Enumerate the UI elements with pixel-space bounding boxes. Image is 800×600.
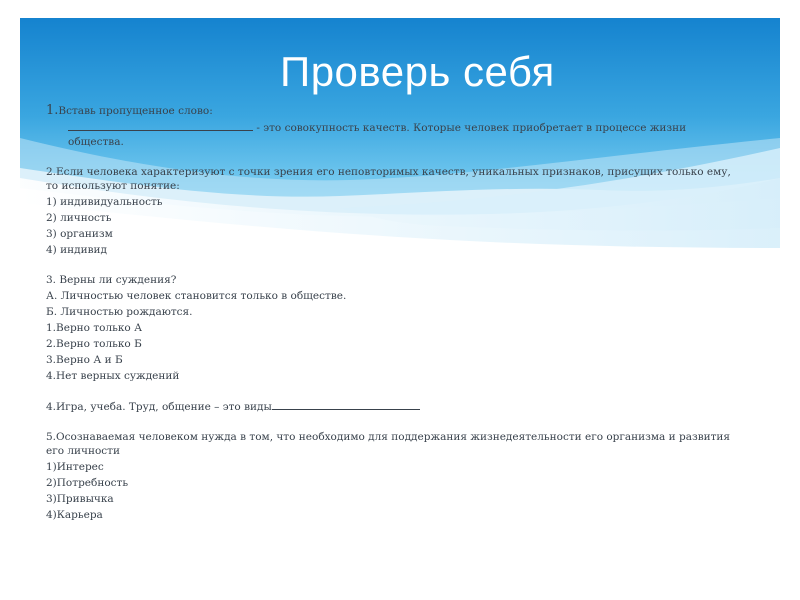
question-4 (46, 399, 746, 414)
question-5-prompt: 5.Осознаваемая человеком нужда в том, что необходимо для поддержания жизнедеятельности его организма и развития его личности (46, 431, 731, 457)
question-4-prompt: 4.Игра, учеба. Труд, общение – это виды (46, 401, 272, 413)
question-5-option: 2)Потребность (46, 477, 129, 489)
question-1 (46, 104, 746, 149)
question-2-option: 2) личность (46, 212, 112, 224)
question-2-option: 4) индивид (46, 244, 107, 256)
question-1-prompt: Вставь пропущенное слово: (58, 105, 213, 117)
question-2-prompt: 2.Если человека характеризуют с точки зрения его неповторимых качеств, уникальных признаков, присущих только ему, то используют понятие: (46, 166, 731, 192)
question-5 (46, 430, 746, 522)
question-1-end: общества. (68, 136, 124, 148)
question-1-rest: - это совокупность качеств. Которые человек приобретает в процессе жизни (253, 122, 687, 134)
question-2-option: 1) индивидуальность (46, 196, 163, 208)
quiz-content (46, 104, 746, 522)
question-3 (46, 273, 746, 383)
question-3-option: 2.Верно только Б (46, 338, 142, 350)
answer-blank-1 (68, 120, 253, 131)
question-1-number: 1. (46, 103, 59, 118)
slide (20, 18, 780, 588)
question-3-option: 3.Верно А и Б (46, 354, 123, 366)
question-3-option: 1.Верно только А (46, 322, 143, 334)
question-2-option: 3) организм (46, 228, 113, 240)
question-3-option: 4.Нет верных суждений (46, 370, 180, 382)
question-5-option: 1)Интерес (46, 461, 104, 473)
question-5-option: 3)Привычка (46, 493, 114, 505)
question-5-option: 4)Карьера (46, 509, 103, 521)
question-2 (46, 165, 746, 257)
question-3-statement: Б. Личностью рождаются. (46, 306, 193, 318)
answer-blank-4 (272, 399, 420, 410)
question-3-statement: А. Личностью человек становится только в обществе. (46, 290, 347, 302)
question-3-prompt: 3. Верны ли суждения? (46, 274, 177, 286)
slide-title: Проверь себя (280, 48, 555, 95)
